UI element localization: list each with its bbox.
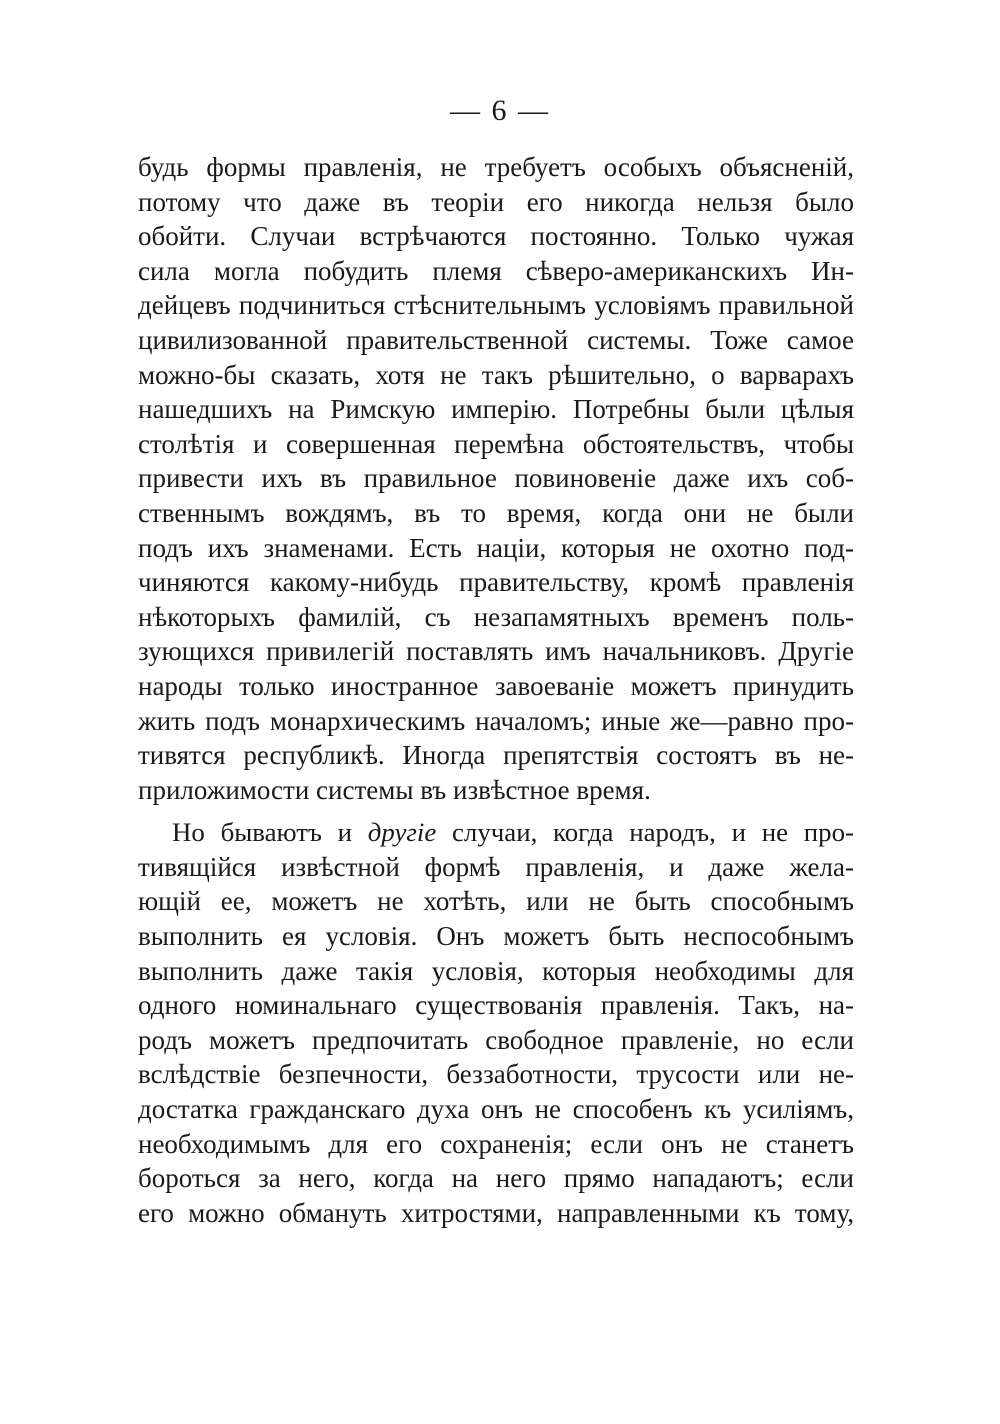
text-line: обойти. Случаи встрѣчаются постоянно. Только чужая — [138, 221, 854, 252]
text-line: нѣкоторыхъ фамилій, съ незапамятныхъ временъ поль- — [138, 601, 854, 632]
page-number: — 6 — — [450, 94, 550, 127]
text-run: случаи, когда народъ, и не про- — [436, 817, 854, 848]
text-line: выполнить даже такія условія, которыя необходимы для — [138, 955, 854, 986]
italic-word: другіе — [367, 817, 437, 848]
body-text — [138, 150, 854, 1230]
text-line: его можно обмануть хитростями, направленными къ тому, — [138, 1197, 854, 1228]
text-line: цивилизованной правительственной системы. Тоже самое — [138, 324, 854, 355]
paragraph-gap — [138, 807, 854, 815]
text-line: нашедшихъ на Римскую имперію. Потребны были цѣлыя — [138, 394, 854, 425]
text-line: потому что даже въ теоріи его никогда нельзя было — [138, 186, 854, 217]
text-line: ющій ее, можетъ не хотѣть, или не быть способнымъ — [138, 886, 854, 917]
text-line: ственнымъ вождямъ, въ то время, когда они не были — [138, 497, 854, 528]
text-line: тивятся республикѣ. Иногда препятствія состоятъ въ не- — [138, 740, 854, 771]
text-line: выполнить ея условія. Онъ можетъ быть неспособнымъ — [138, 921, 854, 952]
text-line — [138, 815, 854, 850]
text-line: столѣтія и совершенная перемѣна обстоятельствъ, чтобы — [138, 428, 854, 459]
text-line: необходимымъ для его сохраненія; если онъ не станетъ — [138, 1128, 854, 1159]
text-line: родъ можетъ предпочитать свободное правленіе, но если — [138, 1024, 854, 1055]
text-line: чиняются какому-нибудь правительству, кромѣ правленія — [138, 567, 854, 598]
text-line: одного номинальнаго существованія правленія. Такъ, на- — [138, 990, 854, 1021]
text-run: Но бываютъ и — [172, 817, 368, 848]
text-line: зующихся привилегій поставлять имъ начальниковъ. Другіе — [138, 636, 854, 667]
text-line: достатка гражданскаго духа онъ не способенъ къ усиліямъ, — [138, 1094, 854, 1125]
text-line: вслѣдствіе безпечности, беззаботности, трусости или не- — [138, 1059, 854, 1090]
text-line: бороться за него, когда на него прямо нападаютъ; если — [138, 1163, 854, 1194]
text-line: привести ихъ въ правильное повиновеніе даже ихъ соб- — [138, 463, 854, 494]
text-line: жить подъ монархическимъ началомъ; иные же—равно про- — [138, 705, 854, 736]
text-line: тивящійся извѣстной формѣ правленія, и даже жела- — [138, 851, 854, 882]
text-line: сила могла побудить племя сѣверо-американскихъ Ин- — [138, 255, 854, 286]
paragraph-1 — [138, 150, 854, 807]
paragraph-2 — [138, 815, 854, 1230]
text-line: подъ ихъ знаменами. Есть націи, которыя не охотно под- — [138, 532, 854, 563]
text-line: можно-бы сказать, хотя не такъ рѣшительно, о варварахъ — [138, 359, 854, 390]
text-line: народы только иностранное завоеваніе можетъ принудить — [138, 670, 854, 701]
text-line: будь формы правленія, не требуетъ особыхъ объясненій, — [138, 152, 854, 182]
text-line: дейцевъ подчиниться стѣснительнымъ условіямъ правильной — [138, 290, 854, 321]
text-line: приложимости системы въ извѣстное время. — [138, 774, 651, 805]
